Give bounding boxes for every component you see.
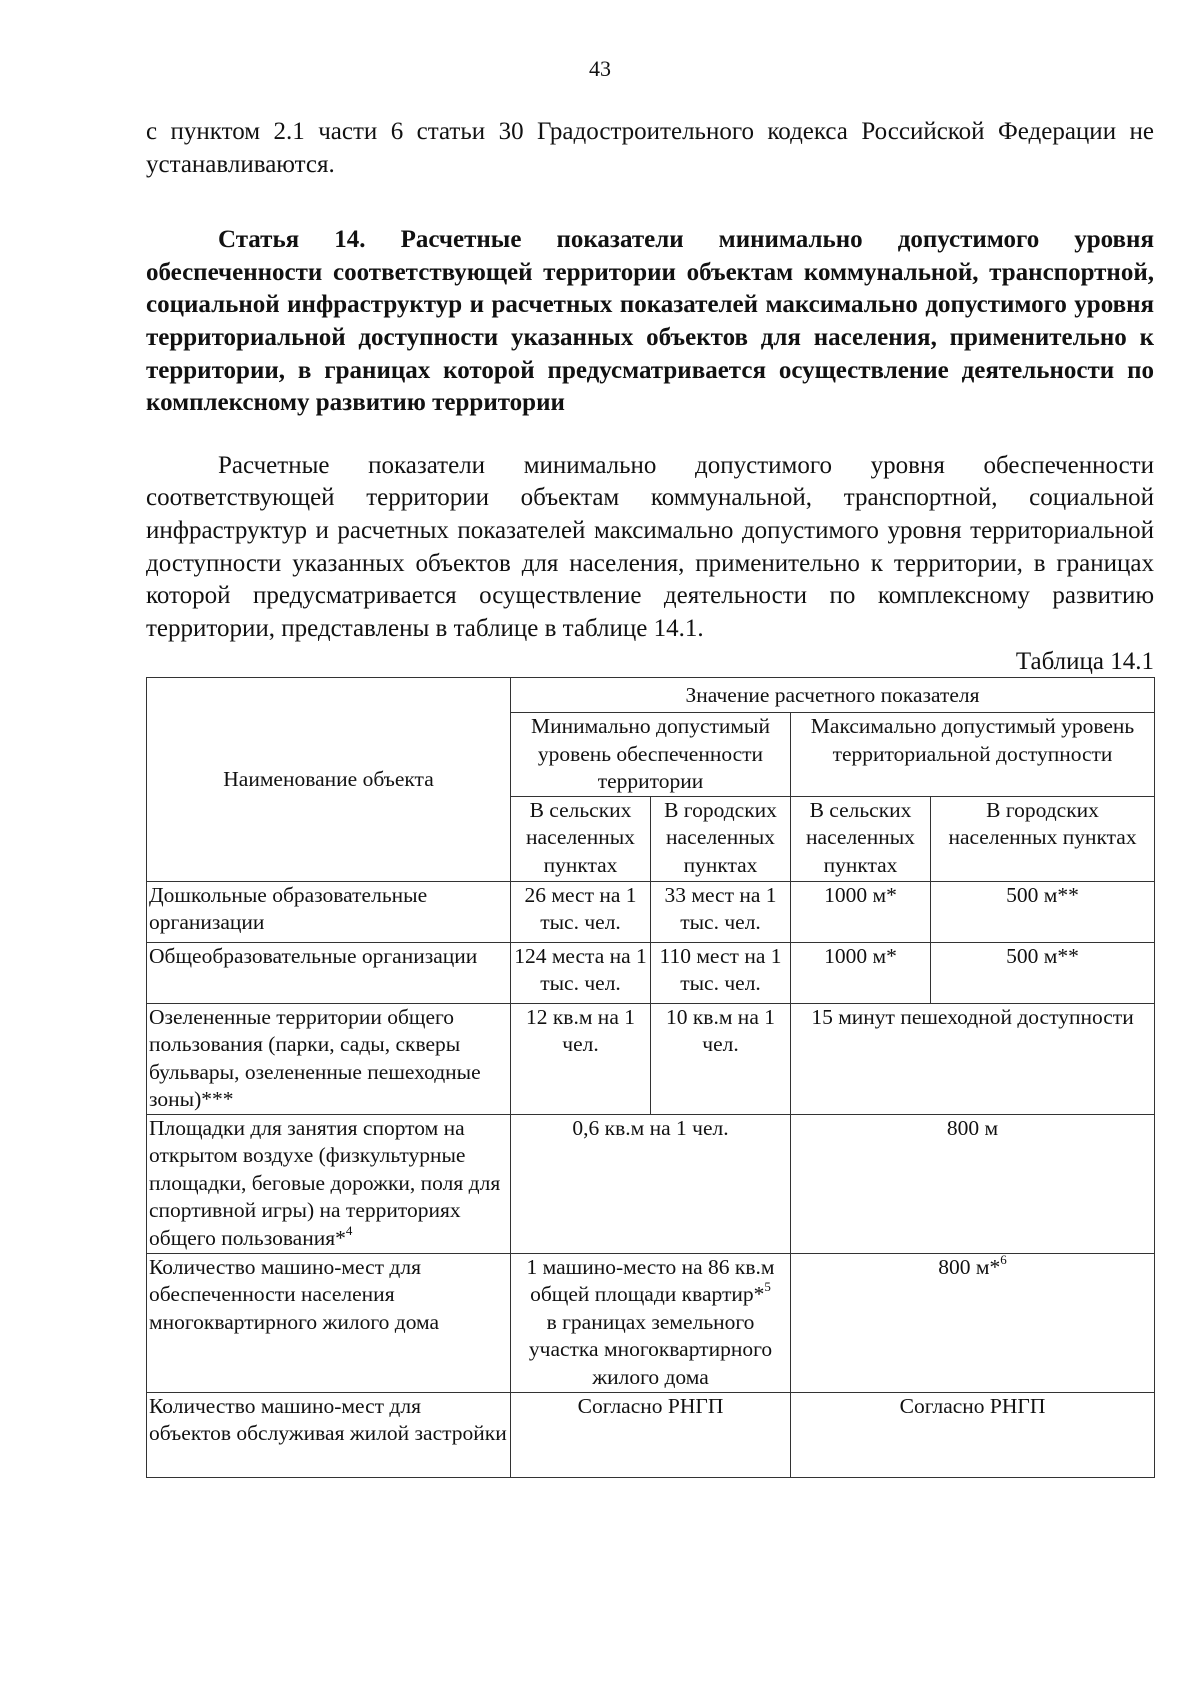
page-number: 43 (589, 56, 611, 81)
cell-min-rural: 26 мест на 1 тыс. чел. (511, 881, 651, 942)
header-min-rural: В сельских населенных пунктах (511, 796, 651, 881)
cell-max-rural: 1000 м* (791, 942, 931, 1003)
cell-min-rural: 124 места на 1 тыс. чел. (511, 942, 651, 1003)
cell-max-urban: 500 м** (931, 881, 1155, 942)
cell-max-rural: 1000 м* (791, 881, 931, 942)
table-caption: Таблица 14.1 (1015, 648, 1154, 676)
cell-min-text-b: в границах земельного участка многоквартирного жилого дома (528, 1309, 773, 1389)
header-min-level: Минимально допустимый уровень обеспеченности территории (511, 713, 791, 797)
cell-max-text: 800 м* (938, 1254, 1001, 1279)
cell-max-merged: Согласно РНГП (791, 1392, 1155, 1477)
cell-min-merged (511, 1253, 791, 1392)
cell-min-merged: Согласно РНГП (511, 1392, 791, 1477)
table-row (147, 1003, 1155, 1114)
cell-min-urban: 110 мест на 1 тыс. чел. (651, 942, 791, 1003)
header-object-name: Наименование объекта (147, 678, 511, 882)
table-row (147, 1392, 1155, 1477)
row-object-name-text: Площадки для занятия спортом на открытом воздухе (физкультурные площадки, беговые дорожки, поля для спортивной игры) на территориях общего пользования* (149, 1115, 501, 1250)
header-max-urban: В городских населенных пунктах (931, 796, 1155, 881)
body-paragraph: Расчетные показатели минимально допустимого уровня обеспеченности соответствующей территории объектам коммунальной, транспортной, социальной инфраструктур и расчетных показателей максимально допустимого уровня территориальной доступности указанных объектов для населения, применительно к территории, в границах которой предусматривается осуществление деятельности по комплексному развитию территории, представлены в таблице в таблице 14.1. (146, 451, 1154, 642)
cell-min-merged: 0,6 кв.м на 1 чел. (511, 1114, 791, 1253)
intro-paragraph: с пунктом 2.1 части 6 статьи 30 Градостроительного кодекса Российской Федерации не устанавливаются. (146, 118, 1154, 178)
header-max-access: Максимально допустимый уровень территориальной доступности (791, 713, 1155, 797)
footnote-marker: 6 (1000, 1251, 1007, 1267)
row-object-name: Общеобразовательные организации (147, 942, 511, 1003)
table-header-row (147, 678, 1155, 713)
cell-max-merged: 15 минут пешеходной доступности (791, 1003, 1155, 1114)
cell-min-rural: 12 кв.м на 1 чел. (511, 1003, 651, 1114)
footnote-marker: 4 (345, 1222, 353, 1238)
cell-min-urban: 10 кв.м на 1 чел. (651, 1003, 791, 1114)
cell-max-merged: 800 м (791, 1114, 1155, 1253)
footnote-marker: 5 (764, 1279, 771, 1295)
row-object-name: Количество машино-мест для объектов обслуживая жилой застройки (147, 1392, 511, 1477)
table-row (147, 1253, 1155, 1392)
table-row (147, 1114, 1155, 1253)
indicators-table (146, 677, 1155, 1478)
row-object-name: Дошкольные образовательные организации (147, 881, 511, 942)
header-max-rural: В сельских населенных пунктах (791, 796, 931, 881)
cell-max-urban: 500 м** (931, 942, 1155, 1003)
cell-min-text-a: 1 машино-место на 86 кв.м общей площади квартир* (526, 1254, 775, 1307)
document-body (146, 116, 1154, 1478)
table-row (147, 942, 1155, 1003)
row-object-name: Озелененные территории общего пользования (парки, сады, скверы бульвары, озелененные пешеходные зоны)*** (147, 1003, 511, 1114)
header-min-urban: В городских населенных пунктах (651, 796, 791, 881)
header-indicator-value: Значение расчетного показателя (511, 678, 1155, 713)
row-object-name: Количество машино-мест для обеспеченности населения многоквартирного жилого дома (147, 1253, 511, 1392)
cell-max-merged (791, 1253, 1155, 1392)
cell-min-urban: 33 мест на 1 тыс. чел. (651, 881, 791, 942)
table-row (147, 881, 1155, 942)
article-heading: Статья 14. Расчетные показатели минимально допустимого уровня обеспеченности соответствующей территории объектам коммунальной, транспортной, социальной инфраструктур и расчетных показателей максимально допустимого уровня территориальной доступности указанных объектов для населения, применительно к территории, в границах которой предусматривается осуществление деятельности по комплексному развитию территории (146, 226, 1154, 417)
row-object-name (147, 1114, 511, 1253)
